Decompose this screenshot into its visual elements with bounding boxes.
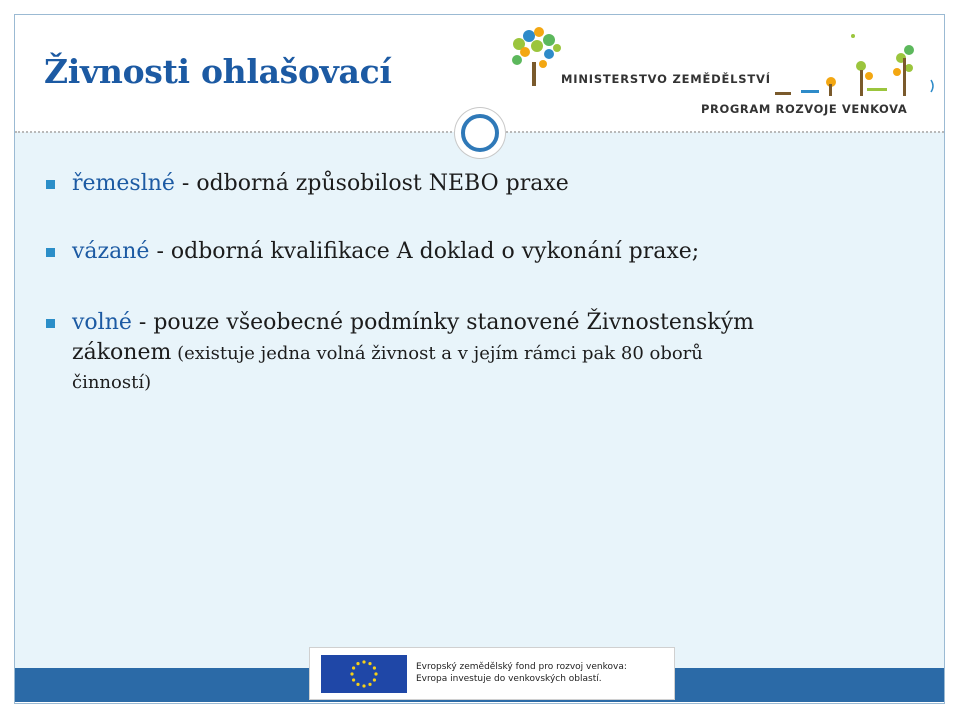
eu-flag-icon (321, 655, 407, 693)
bullet-continuation-last: činností) (72, 372, 152, 393)
eu-star (350, 672, 353, 675)
eu-star (368, 662, 371, 665)
eu-star (352, 666, 355, 669)
bullet-term: řemeslné (72, 171, 175, 196)
bullet-term: vázané (72, 239, 150, 264)
list-item (44, 168, 569, 200)
square-bullet-icon (46, 248, 55, 257)
eu-star (356, 662, 359, 665)
square-bullet-icon (46, 180, 55, 189)
eu-star (374, 672, 377, 675)
list-item (44, 236, 699, 268)
eu-star (362, 684, 365, 687)
eu-star (368, 683, 371, 686)
ministry-name: MINISTERSTVO ZEMĚDĚLSTVÍ (561, 72, 771, 86)
program-name: PROGRAM ROZVOJE VENKOVA (701, 102, 908, 116)
bullet-continuation: zákonem (72, 340, 172, 365)
eu-star (352, 678, 355, 681)
bullet-text: - odborná způsobilost NEBO praxe (174, 171, 569, 196)
ministry-logo (505, 22, 935, 122)
slide-title: Živnosti ohlašovací (44, 52, 392, 91)
eu-star (356, 683, 359, 686)
eu-footer (309, 647, 675, 700)
list-item (44, 307, 754, 398)
eu-star (373, 666, 376, 669)
eu-fund-line: Evropský zemědělský fond pro rozvoj venkova: (416, 662, 627, 672)
eu-invest-line: Evropa investuje do venkovských oblastí. (416, 674, 602, 684)
eu-star (373, 678, 376, 681)
content-background (15, 132, 944, 668)
bullet-text: - pouze všeobecné podmínky stanovené Živnostenským (131, 310, 754, 335)
eu-star (362, 660, 365, 663)
bullet-text: - odborná kvalifikace A doklad o vykonání praxe; (149, 239, 700, 264)
bullet-term: volné (72, 310, 132, 335)
ring-ornament-icon (455, 108, 505, 158)
bullet-note: (existuje jedna volná živnost a v jejím rámci pak 80 oborů (171, 343, 703, 364)
square-bullet-icon (46, 319, 55, 328)
